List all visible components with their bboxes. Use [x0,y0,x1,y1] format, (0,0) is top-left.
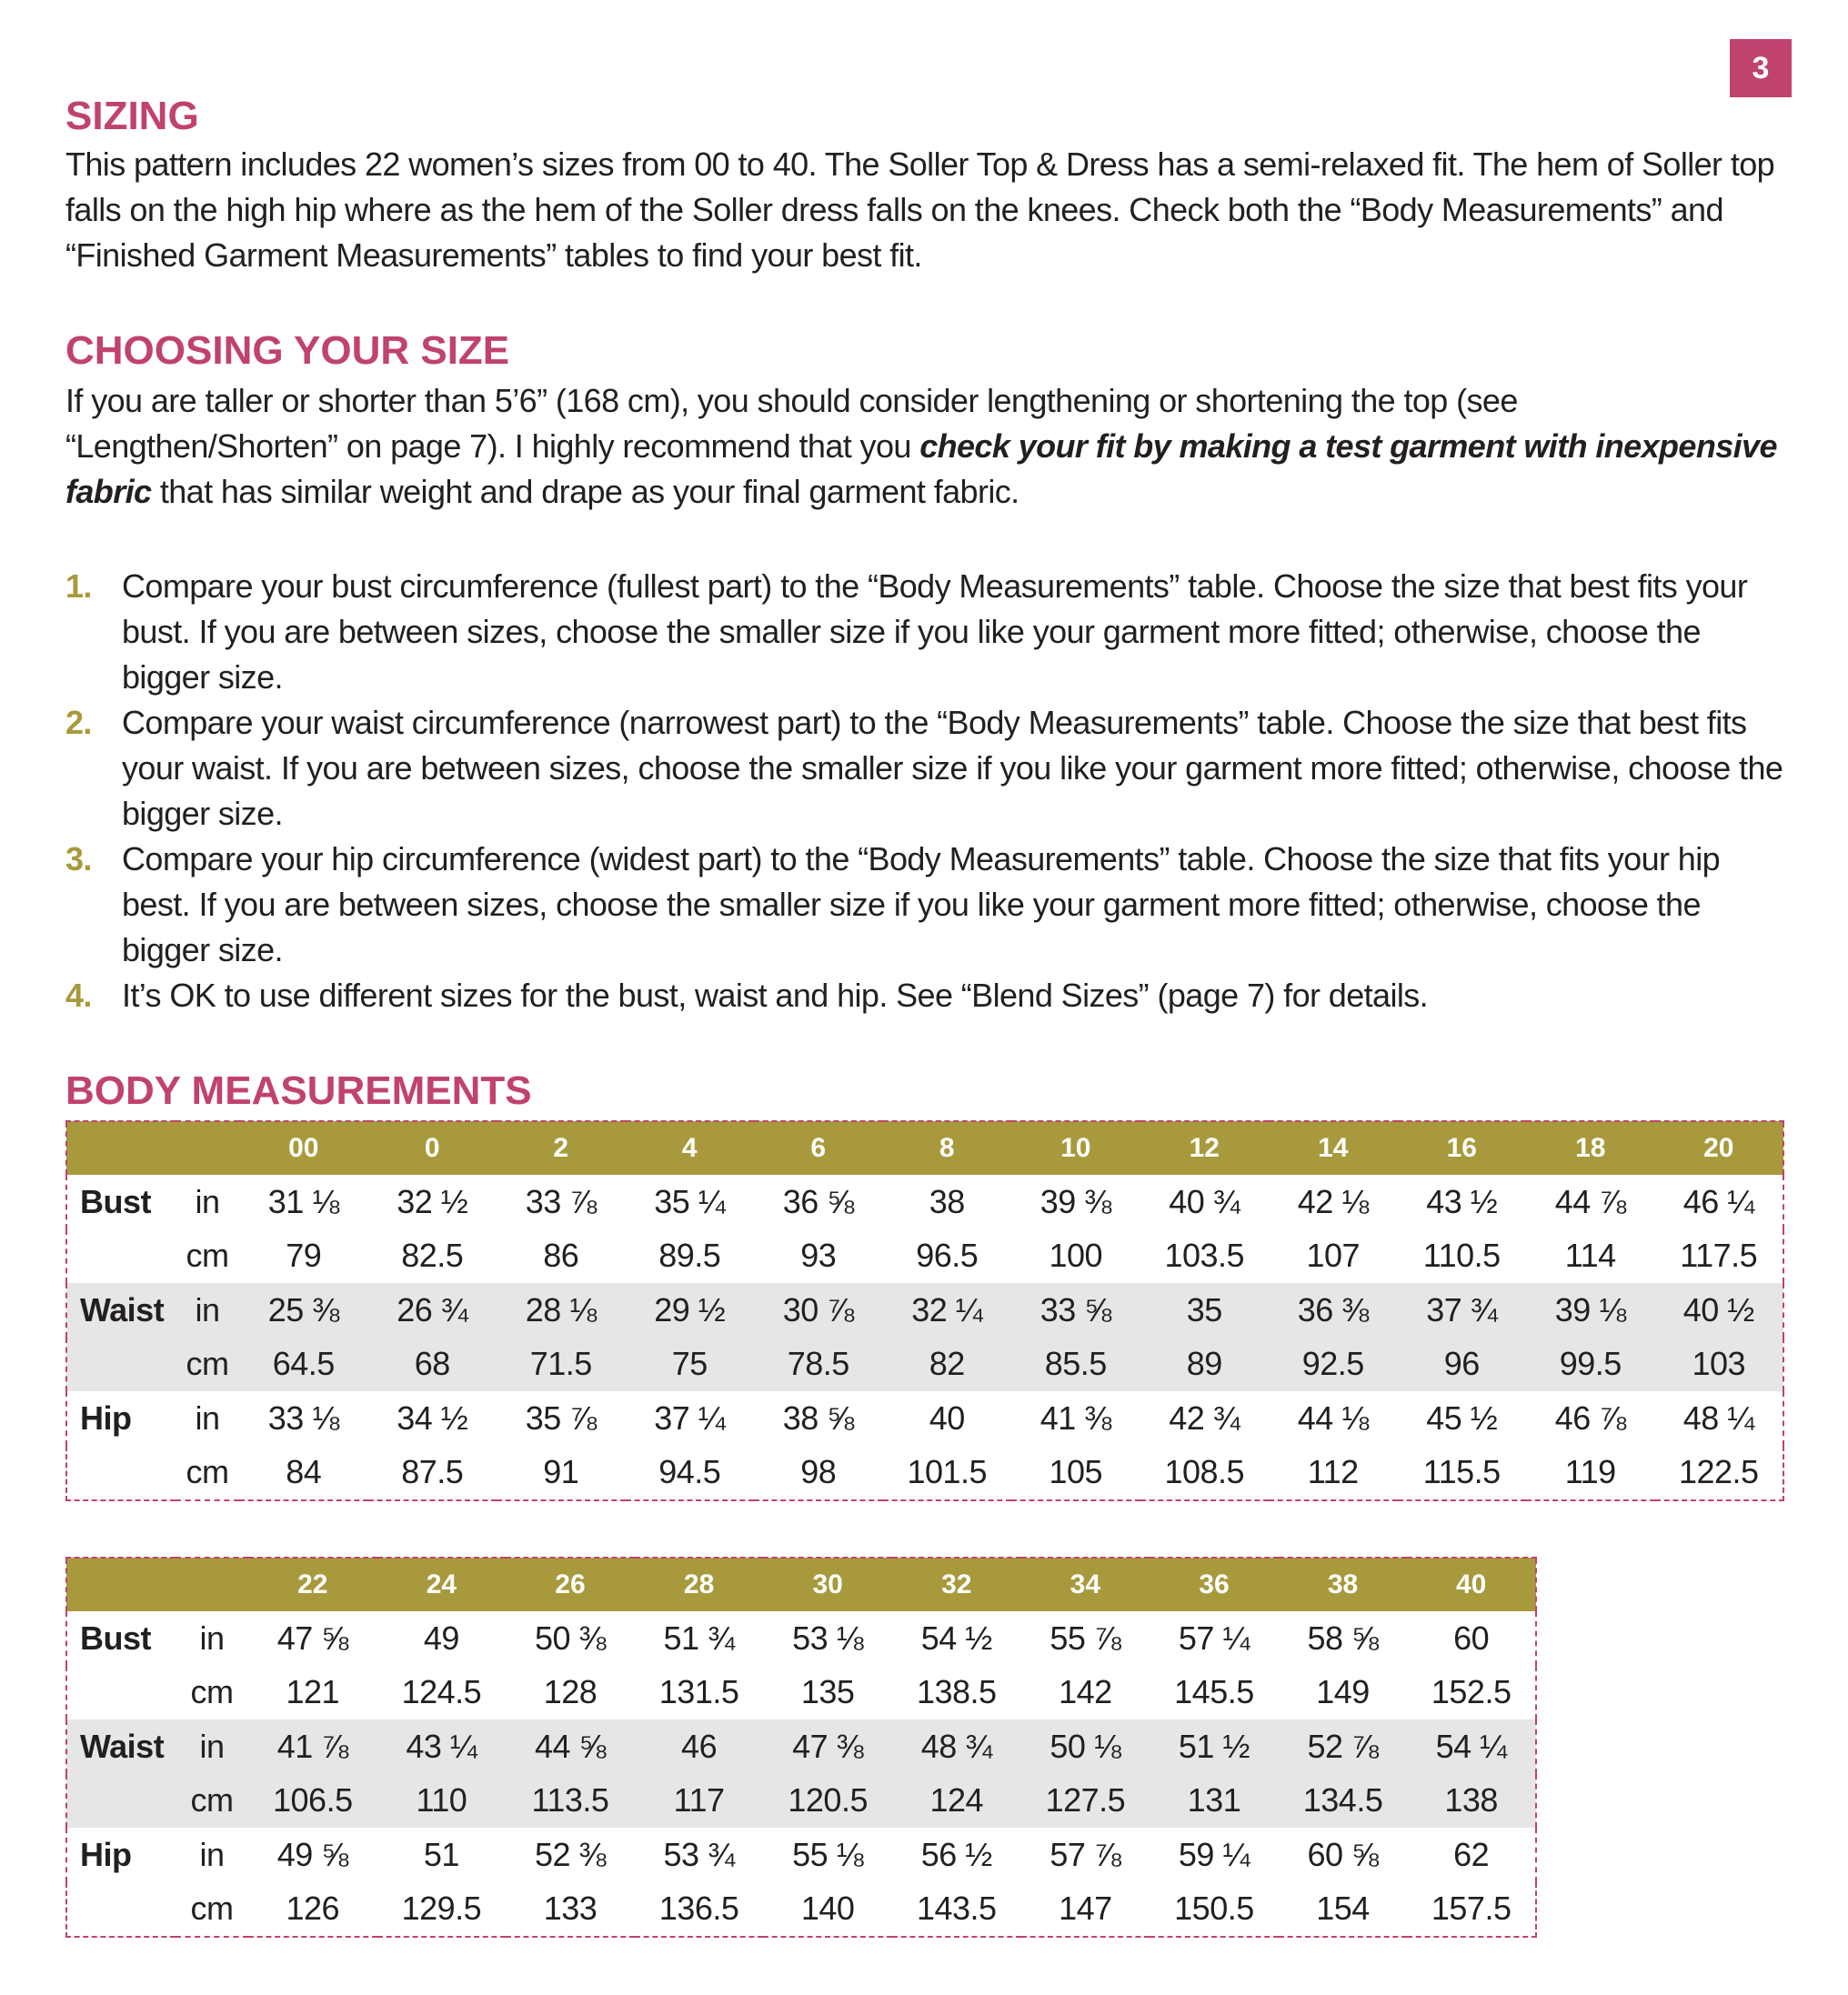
measurement-cell: 138.5 [916,1673,997,1711]
measurement-cell: 150.5 [1174,1890,1254,1928]
measurement-cell: 48 ¼ [1682,1399,1754,1437]
measure-label [66,1446,176,1501]
table-row [66,1446,1783,1501]
measurement-cell: 82.5 [401,1237,464,1275]
measurement-cell: 53 ¾ [663,1835,735,1873]
size-header: 0 [368,1121,497,1175]
unit-label: cm [186,1237,229,1275]
measurement-cell: 32 ½ [397,1182,468,1220]
measurement-cell: 48 ¾ [892,1719,1021,1774]
measurement-cell: 33 ⅝ [1011,1283,1140,1338]
measurement-cell: 131.5 [658,1673,739,1711]
body-measurements-table-1 [65,1120,1784,1501]
measurement-cell: 89 [1140,1338,1270,1392]
measurement-cell: 43 ½ [1426,1182,1498,1220]
measurement-cell: 103 [1655,1338,1784,1392]
table-row [66,1283,1783,1338]
measurement-cell: 35 [1140,1283,1270,1338]
measurement-cell: 131 [1150,1774,1279,1829]
measurement-cell: 126 [286,1890,340,1928]
measurement-cell: 94.5 [658,1453,721,1491]
size-header: 8 [883,1121,1012,1175]
measurement-cell: 135 [800,1673,855,1711]
step-item [65,700,1793,837]
measurement-cell: 56 ½ [920,1835,992,1873]
measurement-cell: 42 ⅛ [1297,1182,1369,1220]
measurement-cell: 42 ¾ [1169,1399,1240,1437]
measurement-cell: 84 [286,1453,322,1491]
size-header: 00 [239,1121,368,1175]
measurement-cell: 52 ⅞ [1279,1719,1408,1774]
measurement-cell: 47 ⅝ [276,1619,348,1657]
measure-label: Waist [66,1719,176,1774]
measurement-cell: 101.5 [907,1453,988,1491]
size-header: 36 [1150,1558,1279,1611]
measurement-cell: 96.5 [916,1237,979,1275]
measurement-cell: 122.5 [1678,1453,1759,1491]
step-number: 3. [65,840,92,877]
measurement-cell: 49 [423,1619,459,1657]
measurement-cell: 100 [1049,1237,1103,1275]
measurement-cell: 36 ⅝ [782,1182,854,1220]
table-row [66,1882,1536,1938]
measurement-cell: 93 [800,1237,837,1275]
measurement-cell: 99.5 [1526,1338,1655,1392]
size-header: 22 [248,1558,377,1611]
choosing-heading: CHOOSING YOUR SIZE [65,328,510,373]
table-row [66,1666,1536,1720]
measurement-cell: 40 ¾ [1169,1182,1240,1220]
measurement-cell: 44 ⅞ [1554,1182,1626,1220]
size-header: 26 [506,1558,635,1611]
measurement-cell: 62 [1453,1835,1490,1873]
measurement-cell: 129.5 [401,1890,482,1928]
unit-label: cm [176,1774,248,1829]
step-item [65,564,1793,700]
size-header: 18 [1526,1121,1655,1175]
unit-label: cm [190,1673,234,1711]
size-header: 34 [1021,1558,1150,1611]
measurement-cell: 112 [1307,1453,1359,1491]
table-row [66,1828,1536,1882]
measurement-cell: 57 ¼ [1178,1619,1250,1657]
size-header: 40 [1407,1558,1536,1611]
measurement-cell: 64.5 [239,1338,368,1392]
measurement-cell: 87.5 [401,1453,464,1491]
measurement-cell: 85.5 [1011,1338,1140,1392]
measurement-cell: 43 ¼ [377,1719,507,1774]
step-text: Compare your waist circumference (narrowest part) to the “Body Measurements” table. Choose the size that best fits your waist. If you are between sizes, choose the smaller size if you like your garment more fitted; otherwise, choose the bigger size. [122,704,1783,832]
measure-label: Waist [66,1283,176,1338]
measurement-cell: 53 ⅛ [792,1619,864,1657]
measurement-cell: 136.5 [658,1890,739,1928]
measurement-cell: 147 [1059,1890,1112,1928]
body-measurements-table-2 [65,1557,1537,1938]
measurement-cell: 28 ⅛ [497,1283,626,1338]
step-text: It’s OK to use different sizes for the bust, waist and hip. See “Blend Sizes” (page 7) for details. [122,977,1429,1014]
measurement-cell: 134.5 [1279,1774,1408,1829]
table-row [66,1719,1536,1774]
size-header-row [66,1558,1536,1611]
table-row [66,1175,1783,1229]
measurement-cell: 82 [883,1338,1012,1392]
measurement-cell: 114 [1564,1237,1616,1275]
measurement-cell: 31 ⅛ [267,1182,339,1220]
measurement-cell: 110.5 [1422,1237,1501,1275]
step-text: Compare your hip circumference (widest part) to the “Body Measurements” table. Choose the size that fits your hip best. If you are between sizes, choose the smaller size if you like your garment more fitted; otherwise, choose the bigger size. [122,840,1721,968]
measurement-cell: 33 ⅞ [525,1182,597,1220]
measurement-cell: 142 [1059,1673,1112,1711]
measurement-cell: 58 ⅝ [1307,1619,1379,1657]
measurement-cell: 44 ⅛ [1297,1399,1369,1437]
measurement-cell: 34 ½ [397,1399,468,1437]
table-row [66,1774,1536,1829]
measurement-cell: 98 [800,1453,837,1491]
measurement-cell: 50 ⅜ [534,1619,607,1657]
size-header: 4 [626,1121,755,1175]
step-item [65,837,1793,973]
measurement-cell: 79 [286,1237,322,1275]
measurement-cell: 103.5 [1164,1237,1245,1275]
measurement-cell: 96 [1398,1338,1527,1392]
table-row [66,1611,1536,1666]
measurement-cell: 152.5 [1431,1673,1512,1711]
header-blank [66,1558,176,1611]
choosing-paragraph [65,378,1793,515]
measurement-cell: 46 ¼ [1682,1182,1754,1220]
measurement-cell: 51 ¾ [663,1619,735,1657]
measurement-cell: 30 ⅞ [754,1283,883,1338]
measurement-cell: 120.5 [763,1774,892,1829]
header-blank [176,1121,239,1175]
measurement-cell: 157.5 [1431,1890,1512,1928]
measurement-cell: 49 ⅝ [276,1835,348,1873]
table-row [66,1229,1783,1284]
size-header: 2 [497,1121,626,1175]
measure-label [66,1338,176,1392]
measurement-cell: 37 ¾ [1398,1283,1527,1338]
measurement-cell: 127.5 [1021,1774,1150,1829]
measurement-cell: 52 ⅜ [534,1835,607,1873]
measurement-cell: 107 [1306,1237,1361,1275]
measurement-cell: 41 ⅜ [1040,1399,1111,1437]
table-row [66,1338,1783,1392]
measurement-cell: 105 [1049,1453,1103,1491]
sizing-heading: SIZING [65,94,199,138]
measurement-cell: 60 ⅝ [1307,1835,1379,1873]
unit-label: in [199,1619,225,1657]
step-number: 2. [65,704,92,741]
measurement-cell: 121 [286,1673,340,1711]
unit-label: in [195,1399,220,1437]
step-item [65,973,1793,1018]
measurement-cell: 124 [892,1774,1021,1829]
size-header: 30 [763,1558,892,1611]
measurement-cell: 39 ⅛ [1526,1283,1655,1338]
choosing-text-after: that has similar weight and drape as your final garment fabric. [151,473,1019,510]
size-header: 24 [377,1558,507,1611]
step-text: Compare your bust circumference (fullest part) to the “Body Measurements” table. Choose the size that best fits your bust. If you are between sizes, choose the smaller size if you like your garment more fitted; otherwise, choose the bigger size. [122,567,1748,696]
unit-label: cm [190,1890,234,1928]
step-number: 4. [65,977,92,1014]
measurement-cell: 50 ⅛ [1021,1719,1150,1774]
size-header: 12 [1140,1121,1270,1175]
size-header: 32 [892,1558,1021,1611]
measurement-cell: 117.5 [1680,1237,1758,1275]
size-header: 28 [635,1558,764,1611]
measure-label: Hip [80,1835,132,1873]
size-header: 38 [1279,1558,1408,1611]
unit-label: in [195,1182,220,1220]
table-row [66,1391,1783,1446]
measurement-cell: 40 [929,1399,965,1437]
measurement-cell: 29 ½ [626,1283,755,1338]
body-measurements-heading: BODY MEASUREMENTS [65,1068,532,1113]
measurement-cell: 78.5 [754,1338,883,1392]
unit-label: cm [186,1453,229,1491]
unit-label: in [176,1283,239,1338]
measurement-cell: 91 [543,1453,579,1491]
measure-label [66,1774,176,1829]
measurement-cell: 138 [1407,1774,1536,1829]
measurement-cell: 140 [800,1890,855,1928]
measurement-cell: 37 ¼ [654,1399,726,1437]
measurement-cell: 57 ⅞ [1050,1835,1121,1873]
measurement-cell: 154 [1316,1890,1370,1928]
measure-label: Hip [80,1399,132,1437]
measurement-cell: 115.5 [1422,1453,1501,1491]
measurement-cell: 59 ¼ [1178,1835,1250,1873]
measurement-cell: 119 [1564,1453,1616,1491]
header-blank [176,1558,248,1611]
measurement-cell: 113.5 [506,1774,635,1829]
choosing-text-before: If you are taller or shorter than 5’6” (168 cm), you should consider lengthening or shortening the top (see “Lengthen/Shorten” on page 7). I highly recommend that you [65,382,1518,465]
size-header-row [66,1121,1783,1175]
measurement-cell: 124.5 [401,1673,482,1711]
measurement-cell: 25 ⅜ [239,1283,368,1338]
unit-label: in [199,1835,225,1873]
measure-label [66,1229,176,1284]
size-header: 16 [1398,1121,1527,1175]
measurement-cell: 45 ½ [1426,1399,1498,1437]
measurement-cell: 106.5 [248,1774,377,1829]
measure-label [66,1882,176,1938]
choosing-emphasis: check your fit by making a test garment with inexpensive fabric [65,427,1777,510]
size-header: 14 [1269,1121,1398,1175]
measurement-cell: 32 ¼ [883,1283,1012,1338]
measurement-cell: 128 [543,1673,598,1711]
measurement-cell: 51 [423,1835,459,1873]
measurement-cell: 26 ¾ [368,1283,497,1338]
measurement-cell: 145.5 [1174,1673,1254,1711]
measurement-cell: 110 [377,1774,507,1829]
steps-list [65,564,1793,1018]
measurement-cell: 54 ¼ [1407,1719,1536,1774]
size-header: 6 [754,1121,883,1175]
measurement-cell: 89.5 [658,1237,721,1275]
measurement-cell: 68 [368,1338,497,1392]
measurement-cell: 39 ⅜ [1040,1182,1111,1220]
step-number: 1. [65,567,92,605]
measure-label: Bust [80,1182,151,1220]
measurement-cell: 55 ⅛ [792,1835,864,1873]
measurement-cell: 54 ½ [920,1619,992,1657]
measurement-cell: 46 ⅞ [1554,1399,1626,1437]
measurement-cell: 133 [543,1890,598,1928]
measurement-cell: 149 [1316,1673,1370,1711]
measurement-cell: 51 ½ [1150,1719,1279,1774]
measurement-cell: 75 [626,1338,755,1392]
measurement-cell: 117 [635,1774,764,1829]
measurement-cell: 86 [543,1237,579,1275]
measurement-cell: 60 [1453,1619,1490,1657]
size-header: 20 [1655,1121,1784,1175]
measurement-cell: 38 [929,1182,965,1220]
unit-label: in [176,1719,248,1774]
size-header: 10 [1011,1121,1140,1175]
measurement-cell: 40 ½ [1655,1283,1784,1338]
measurement-cell: 41 ⅞ [248,1719,377,1774]
measurement-cell: 33 ⅛ [267,1399,339,1437]
measurement-cell: 71.5 [497,1338,626,1392]
header-blank [66,1121,176,1175]
measurement-cell: 47 ⅜ [763,1719,892,1774]
measurement-cell: 92.5 [1269,1338,1398,1392]
sizing-paragraph: This pattern includes 22 women’s sizes from 00 to 40. The Soller Top & Dress has a semi-relaxed fit. The hem of Soller top falls on the high hip where as the hem of the Soller dress falls on the knees. Check both the “Body Measurements” and “Finished Garment Measurements” tables to find your best fit. [65,145,1775,274]
measurement-cell: 38 ⅝ [782,1399,854,1437]
unit-label: cm [176,1338,239,1392]
measurement-cell: 35 ⅞ [525,1399,597,1437]
measurement-cell: 108.5 [1164,1453,1245,1491]
measurement-cell: 46 [635,1719,764,1774]
measurement-cell: 55 ⅞ [1050,1619,1121,1657]
page-number-badge: 3 [1730,39,1792,97]
measure-label: Bust [80,1619,151,1657]
measurement-cell: 44 ⅝ [506,1719,635,1774]
measure-label [66,1666,176,1720]
measurement-cell: 143.5 [916,1890,997,1928]
measurement-cell: 36 ⅜ [1269,1283,1398,1338]
measurement-cell: 35 ¼ [654,1182,726,1220]
